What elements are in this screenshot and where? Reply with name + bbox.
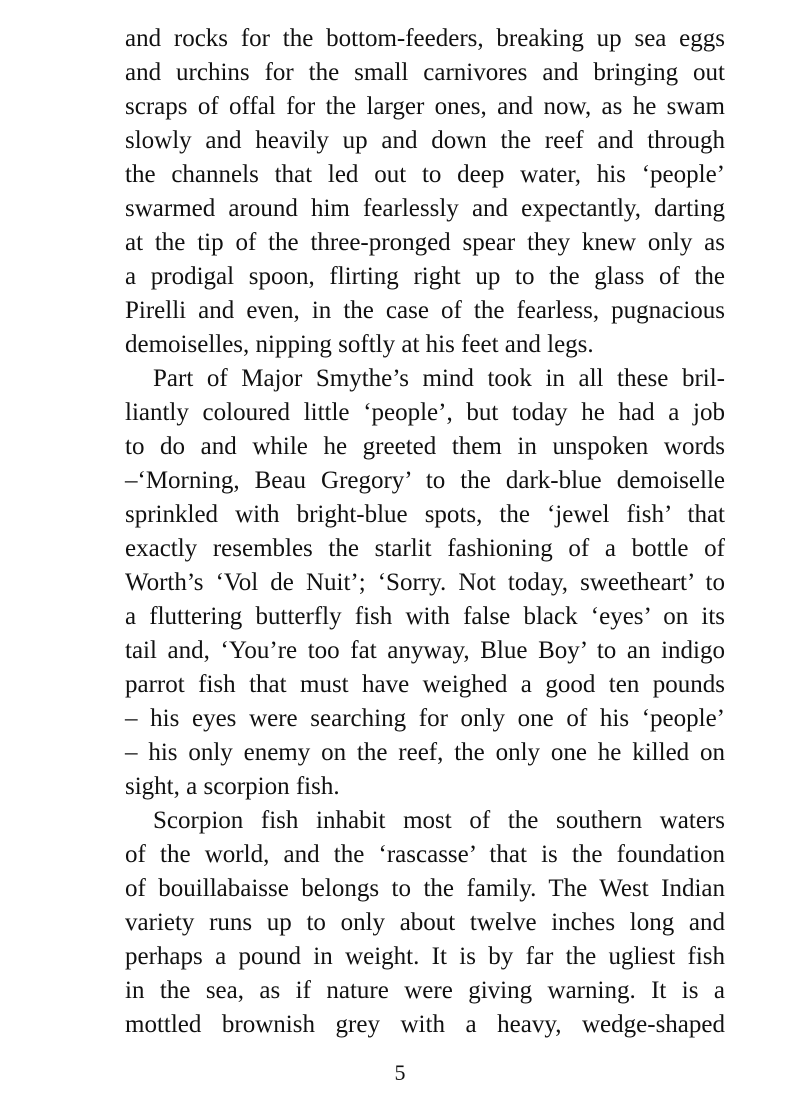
text-line: variety runs up to only about twelve inches long and — [125, 909, 725, 936]
text-line: sprinkled with bright-blue spots, the ‘jewel fish’ that — [125, 501, 725, 528]
text-line: sight, a scorpion fish. — [125, 773, 340, 800]
text-line: scraps of offal for the larger ones, and now, as he swam — [125, 93, 725, 120]
text-line: perhaps a pound in weight. It is by far the ugliest fish — [125, 943, 725, 970]
text-line: Worth’s ‘Vol de Nuit’; ‘Sorry. Not today, sweetheart’ to — [125, 569, 725, 596]
text-line: – his only enemy on the reef, the only one he killed on — [125, 739, 725, 766]
text-line: – his eyes were searching for only one of his ‘people’ — [125, 705, 725, 732]
text-line: to do and while he greeted them in unspoken words — [125, 433, 725, 460]
body-text — [125, 22, 725, 1042]
text-line: in the sea, as if nature were giving warning. It is a — [125, 977, 725, 1004]
text-line: demoiselles, nipping softly at his feet and legs. — [125, 331, 594, 358]
paragraph-2 — [125, 362, 725, 804]
text-line: tail and, ‘You’re too fat anyway, Blue Boy’ to an indigo — [125, 637, 725, 664]
text-line: a prodigal spoon, flirting right up to the glass of the — [125, 263, 725, 290]
text-line: of bouillabaisse belongs to the family. The West Indian — [125, 875, 725, 902]
text-line: slowly and heavily up and down the reef and through — [125, 127, 725, 154]
text-line: of the world, and the ‘rascasse’ that is the foundation — [125, 841, 725, 868]
text-line: swarmed around him fearlessly and expectantly, darting — [125, 195, 725, 222]
text-line: Part of Major Smythe’s mind took in all these bril- — [153, 365, 725, 392]
paragraph-1 — [125, 22, 725, 362]
text-line: mottled brownish grey with a heavy, wedge-shaped — [125, 1011, 725, 1038]
text-line: parrot fish that must have weighed a good ten pounds — [125, 671, 725, 698]
text-line: exactly resembles the starlit fashioning of a bottle of — [125, 535, 725, 562]
text-line: Pirelli and even, in the case of the fearless, pugnacious — [125, 297, 725, 324]
text-line: and rocks for the bottom-feeders, breaking up sea eggs — [125, 25, 725, 52]
text-line: and urchins for the small carnivores and bringing out — [125, 59, 725, 86]
text-line: –‘Morning, Beau Gregory’ to the dark-blue demoiselle — [125, 467, 725, 494]
text-line: a fluttering butterfly fish with false black ‘eyes’ on its — [125, 603, 725, 630]
text-line: liantly coloured little ‘people’, but today he had a job — [125, 399, 725, 426]
page-number: 5 — [394, 1060, 406, 1085]
paragraph-3 — [125, 804, 725, 1042]
text-line: at the tip of the three-pronged spear they knew only as — [125, 229, 725, 256]
text-line: the channels that led out to deep water, his ‘people’ — [125, 161, 725, 188]
text-line: Scorpion fish inhabit most of the southern waters — [153, 807, 725, 834]
